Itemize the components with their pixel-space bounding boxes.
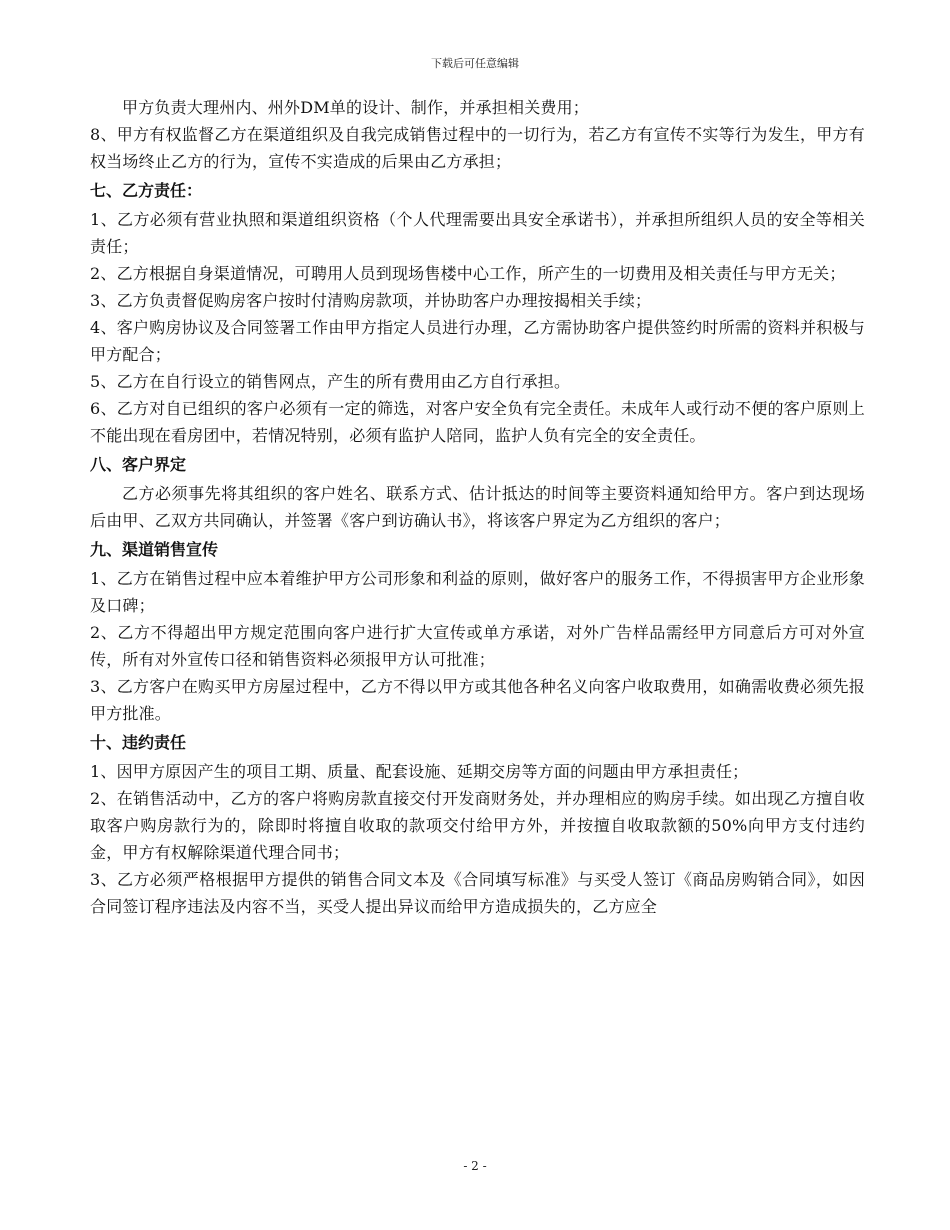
paragraph: 6、乙方对自已组织的客户必须有一定的筛选，对客户安全负有完全责任。未成年人或行动不便的客户原则上不能出现在看房团中，若情况特别，必须有监护人陪同，监护人负有完全的安全责任。 bbox=[90, 399, 865, 445]
page-header: 下载后可任意编辑 bbox=[431, 57, 519, 70]
paragraph: 1、乙方必须有营业执照和渠道组织资格（个人代理需要出具安全承诺书），并承担所组织人员的安全等相关责任； bbox=[90, 210, 865, 256]
paragraph: 1、因甲方原因产生的项目工期、质量、配套设施、延期交房等方面的问题由甲方承担责任； bbox=[90, 762, 749, 781]
document-body bbox=[90, 94, 865, 920]
section-heading: 七、乙方责任： bbox=[90, 181, 203, 200]
paragraph: 3、乙方客户在购买甲方房屋过程中，乙方不得以甲方或其他各种名义向客户收取费用，如确需收费必须先报甲方批准。 bbox=[90, 677, 865, 723]
paragraph: 5、乙方在自行设立的销售网点，产生的所有费用由乙方自行承担。 bbox=[90, 372, 571, 391]
paragraph: 1、乙方在销售过程中应本着维护甲方公司形象和利益的原则，做好客户的服务工作，不得损害甲方企业形象及口碑； bbox=[90, 569, 865, 615]
paragraph: 乙方必须事先将其组织的客户姓名、联系方式、估计抵达的时间等主要资料通知给甲方。客户到达现场后由甲、乙双方共同确认，并签署《客户到访确认书》，将该客户界定为乙方组织的客户； bbox=[90, 484, 865, 530]
paragraph: 8、甲方有权监督乙方在渠道组织及自我完成销售过程中的一切行为，若乙方有宣传不实等行为发生，甲方有权当场终止乙方的行为，宣传不实造成的后果由乙方承担； bbox=[90, 125, 865, 171]
page-number: - 2 - bbox=[463, 1159, 487, 1173]
section-heading: 八、客户界定 bbox=[90, 455, 187, 474]
paragraph: 2、乙方不得超出甲方规定范围向客户进行扩大宣传或单方承诺，对外广告样品需经甲方同意后方可对外宣传，所有对外宣传口径和销售资料必须报甲方认可批准； bbox=[90, 623, 865, 669]
paragraph: 3、乙方必须严格根据甲方提供的销售合同文本及《合同填写标准》与买受人签订《商品房购销合同》，如因合同签订程序违法及内容不当，买受人提出异议而给甲方造成损失的，乙方应全 bbox=[90, 870, 865, 916]
section-heading: 九、渠道销售宣传 bbox=[90, 540, 219, 559]
paragraph: 2、在销售活动中，乙方的客户将购房款直接交付开发商财务处，并办理相应的购房手续。如出现乙方擅自收取客户购房款行为的，除即时将擅自收取的款项交付给甲方外，并按擅自收取款额的50%向甲方支付违约金，甲方有权解除渠道代理合同书； bbox=[90, 789, 865, 862]
paragraph: 2、乙方根据自身渠道情况，可聘用人员到现场售楼中心工作，所产生的一切费用及相关责任与甲方无关； bbox=[90, 264, 846, 283]
section-heading: 十、违约责任 bbox=[90, 733, 187, 752]
paragraph: 3、乙方负责督促购房客户按时付清购房款项，并协助客户办理按揭相关手续； bbox=[90, 291, 652, 310]
paragraph: 4、客户购房协议及合同签署工作由甲方指定人员进行办理，乙方需协助客户提供签约时所需的资料并积极与甲方配合； bbox=[90, 318, 865, 364]
paragraph: 甲方负责大理州内、州外DM单的设计、制作，并承担相关费用； bbox=[122, 98, 590, 117]
